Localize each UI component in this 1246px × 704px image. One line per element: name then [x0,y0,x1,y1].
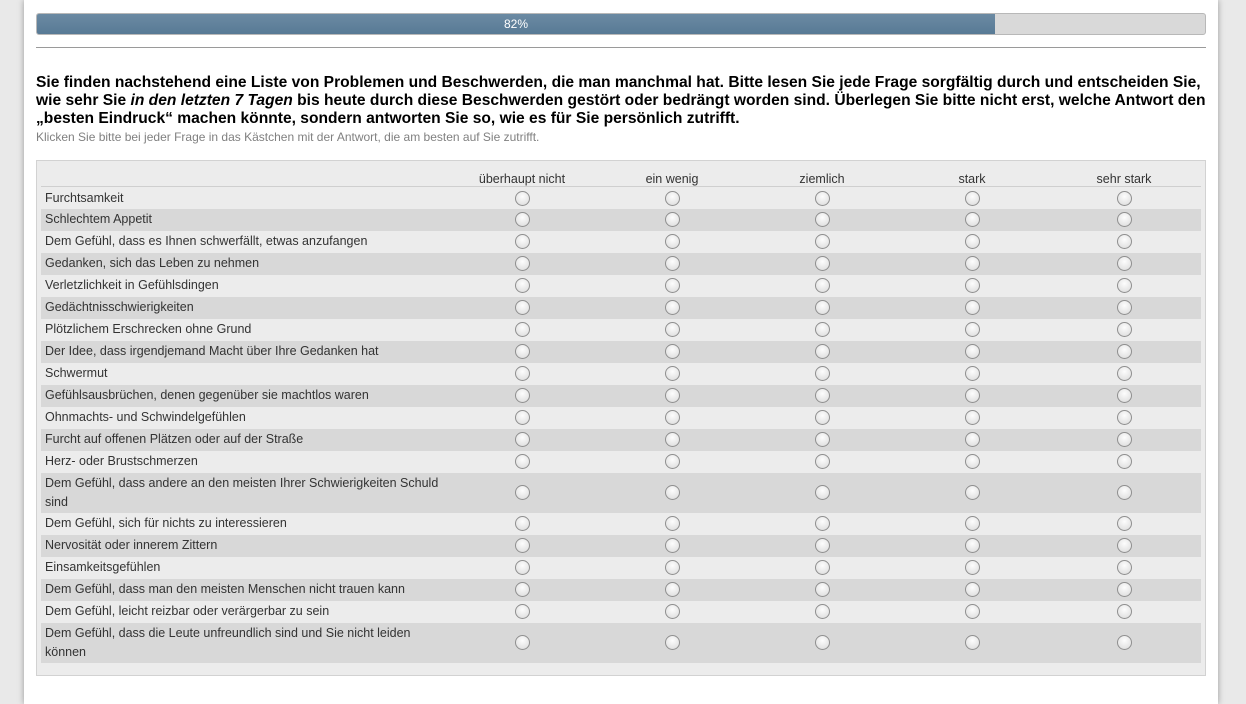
matrix-row-label: Gedanken, sich das Leben zu nehmen [41,253,447,275]
matrix-row [41,579,1201,601]
answer-radio[interactable] [815,191,830,206]
matrix-cell [597,407,747,429]
answer-radio[interactable] [665,582,680,597]
matrix-row [41,319,1201,341]
matrix-cell [447,451,597,473]
matrix-cell [747,407,897,429]
matrix-row-label: Dem Gefühl, dass die Leute unfreundlich sind und Sie nicht leiden können [41,623,447,663]
answer-radio[interactable] [815,278,830,293]
answer-radio[interactable] [665,300,680,315]
answer-radio[interactable] [515,212,530,227]
matrix-row [41,623,1201,663]
matrix-cell [897,623,1047,663]
matrix-row [41,451,1201,473]
answer-radio[interactable] [515,322,530,337]
matrix-cell [747,451,897,473]
matrix-column-header: ziemlich [747,164,897,187]
matrix-header-blank [41,164,447,187]
matrix-cell [597,451,747,473]
answer-radio[interactable] [1117,388,1132,403]
answer-radio[interactable] [815,256,830,271]
matrix-cell [447,513,597,535]
answer-radio[interactable] [815,432,830,447]
matrix-row [41,275,1201,297]
matrix-cell [447,231,597,253]
answer-radio[interactable] [1117,344,1132,359]
matrix-row-label: Furchtsamkeit [41,187,447,209]
answer-radio[interactable] [815,388,830,403]
matrix-cell [1047,319,1201,341]
answer-radio[interactable] [1117,191,1132,206]
answer-radio[interactable] [1117,432,1132,447]
answer-radio[interactable] [515,604,530,619]
matrix-cell [747,623,897,663]
answer-radio[interactable] [515,454,530,469]
matrix-cell [1047,473,1201,513]
matrix-cell [747,557,897,579]
matrix-row [41,231,1201,253]
answer-radio[interactable] [515,560,530,575]
answer-radio[interactable] [665,278,680,293]
answer-radio[interactable] [965,388,980,403]
answer-radio[interactable] [665,344,680,359]
answer-radio[interactable] [665,432,680,447]
matrix-cell [447,473,597,513]
matrix-cell [747,275,897,297]
question-text-emphasis: in den letzten 7 Tagen [130,92,293,109]
matrix-row-label: Dem Gefühl, dass es Ihnen schwerfällt, etwas anzufangen [41,231,447,253]
matrix-cell [597,319,747,341]
matrix-row [41,429,1201,451]
matrix-cell [897,187,1047,209]
matrix-cell [1047,601,1201,623]
matrix-row [41,363,1201,385]
answer-radio[interactable] [1117,278,1132,293]
matrix-cell [1047,451,1201,473]
matrix-row-label: Furcht auf offenen Plätzen oder auf der Straße [41,429,447,451]
matrix-cell [597,623,747,663]
matrix-row-label: Ohnmachts- und Schwindelgefühlen [41,407,447,429]
matrix-cell [447,385,597,407]
answer-radio[interactable] [965,432,980,447]
matrix-cell [747,513,897,535]
answer-radio[interactable] [815,212,830,227]
matrix-cell [447,429,597,451]
matrix-cell [1047,385,1201,407]
answer-radio[interactable] [965,560,980,575]
matrix-row [41,473,1201,513]
matrix-row-label: Verletzlichkeit in Gefühlsdingen [41,275,447,297]
matrix-cell [447,253,597,275]
answer-radio[interactable] [665,538,680,553]
matrix-cell [597,429,747,451]
answer-radio[interactable] [965,322,980,337]
matrix-body [41,187,1201,663]
matrix-row [41,407,1201,429]
matrix-cell [597,513,747,535]
matrix-cell [1047,297,1201,319]
matrix-cell [897,341,1047,363]
answer-radio[interactable] [1117,604,1132,619]
matrix-cell [747,429,897,451]
progress-label: 82% [503,17,529,31]
matrix-cell [597,275,747,297]
matrix-cell [597,341,747,363]
answer-radio[interactable] [965,278,980,293]
answer-radio[interactable] [965,256,980,271]
answer-radio[interactable] [815,485,830,500]
answer-radio[interactable] [515,516,530,531]
matrix-cell [1047,363,1201,385]
matrix-cell [747,363,897,385]
matrix-cell [1047,535,1201,557]
matrix-row [41,253,1201,275]
answer-radio[interactable] [1117,256,1132,271]
matrix-cell [897,275,1047,297]
matrix-cell [1047,231,1201,253]
answer-radio[interactable] [815,635,830,650]
matrix-cell [897,473,1047,513]
matrix-row-label: Der Idee, dass irgendjemand Macht über Ihre Gedanken hat [41,341,447,363]
matrix-cell [1047,407,1201,429]
answer-radio[interactable] [515,485,530,500]
answer-radio[interactable] [965,300,980,315]
matrix-cell [897,231,1047,253]
matrix-cell [747,209,897,231]
matrix-column-header: überhaupt nicht [447,164,597,187]
matrix-column-header: ein wenig [597,164,747,187]
matrix-cell [897,601,1047,623]
answer-radio[interactable] [965,582,980,597]
answer-radio[interactable] [665,322,680,337]
answer-radio[interactable] [515,256,530,271]
matrix-cell [447,557,597,579]
matrix-cell [897,253,1047,275]
matrix-header-row [41,164,1201,187]
matrix-cell [897,297,1047,319]
matrix-cell [897,407,1047,429]
question-text [36,74,1208,128]
answer-radio[interactable] [665,485,680,500]
answer-radio[interactable] [1117,300,1132,315]
answer-radio[interactable] [1117,635,1132,650]
matrix-cell [597,187,747,209]
matrix-row-label: Dem Gefühl, sich für nichts zu interessieren [41,513,447,535]
matrix-cell [597,297,747,319]
answer-radio[interactable] [815,410,830,425]
matrix-row [41,513,1201,535]
progress-bar [36,13,1206,35]
answer-radio[interactable] [665,454,680,469]
matrix-row [41,385,1201,407]
matrix-cell [597,363,747,385]
answer-radio[interactable] [515,538,530,553]
matrix-cell [747,473,897,513]
answer-radio[interactable] [815,454,830,469]
question-text-part1: Sie finden nachstehend eine Liste von Problemen und Beschwerden, die man manchmal hat. Bitte lesen Sie jede Frage sorgfältig durch und entscheiden Sie, wie sehr Sie [36,74,1201,109]
matrix-cell [597,579,747,601]
matrix-cell [597,385,747,407]
matrix-cell [1047,429,1201,451]
matrix-cell [447,297,597,319]
answer-radio[interactable] [515,635,530,650]
answer-radio[interactable] [965,366,980,381]
answer-radio[interactable] [665,635,680,650]
answer-radio[interactable] [815,538,830,553]
matrix-cell [447,363,597,385]
matrix-cell [897,385,1047,407]
answer-radio[interactable] [815,582,830,597]
matrix-cell [747,535,897,557]
matrix-cell [447,209,597,231]
matrix-cell [597,535,747,557]
matrix-row-label: Einsamkeitsgefühlen [41,557,447,579]
answer-radio[interactable] [515,366,530,381]
matrix-column-header: sehr stark [1047,164,1201,187]
matrix-cell [897,513,1047,535]
matrix-table [41,164,1201,663]
answer-radio[interactable] [815,366,830,381]
matrix-cell [897,557,1047,579]
matrix-cell [747,253,897,275]
answer-radio[interactable] [665,256,680,271]
answer-radio[interactable] [815,322,830,337]
matrix-cell [747,341,897,363]
matrix-cell [897,363,1047,385]
matrix-row [41,209,1201,231]
answer-radio[interactable] [1117,582,1132,597]
answer-radio[interactable] [1117,485,1132,500]
matrix-row-label: Dem Gefühl, leicht reizbar oder verärgerbar zu sein [41,601,447,623]
answer-radio[interactable] [965,191,980,206]
answer-radio[interactable] [1117,454,1132,469]
answer-radio[interactable] [965,234,980,249]
matrix-cell [447,341,597,363]
answer-radio[interactable] [1117,212,1132,227]
answer-radio[interactable] [965,538,980,553]
answer-radio[interactable] [665,516,680,531]
matrix-cell [447,319,597,341]
answer-matrix [36,160,1206,676]
answer-radio[interactable] [1117,322,1132,337]
answer-radio[interactable] [515,278,530,293]
matrix-row-label: Dem Gefühl, dass andere an den meisten Ihrer Schwierigkeiten Schuld sind [41,473,447,513]
answer-radio[interactable] [1117,560,1132,575]
answer-radio[interactable] [665,234,680,249]
matrix-cell [597,253,747,275]
matrix-row [41,557,1201,579]
answer-radio[interactable] [965,454,980,469]
matrix-cell [747,579,897,601]
matrix-column-header: stark [897,164,1047,187]
matrix-cell [447,623,597,663]
answer-radio[interactable] [515,191,530,206]
answer-radio[interactable] [965,604,980,619]
matrix-row [41,601,1201,623]
question-text-part2: bis heute durch diese Beschwerden gestört oder bedrängt worden sind. Überlegen Sie bitte nicht erst, welche Antwort den „besten Eindruck“ machen könnte, sondern antworten Sie so, wie es für Sie persönlich zutrifft. [36,92,1206,127]
matrix-row-label: Gefühlsausbrüchen, denen gegenüber sie machtlos waren [41,385,447,407]
answer-radio[interactable] [515,388,530,403]
matrix-cell [897,319,1047,341]
answer-radio[interactable] [1117,234,1132,249]
answer-radio[interactable] [815,516,830,531]
answer-radio[interactable] [965,212,980,227]
matrix-cell [447,187,597,209]
matrix-cell [897,429,1047,451]
matrix-cell [447,275,597,297]
matrix-row-label: Schwermut [41,363,447,385]
matrix-cell [747,231,897,253]
matrix-cell [447,535,597,557]
matrix-cell [747,297,897,319]
answer-radio[interactable] [515,410,530,425]
answer-radio[interactable] [1117,410,1132,425]
answer-radio[interactable] [665,388,680,403]
matrix-cell [1047,187,1201,209]
matrix-row-label: Dem Gefühl, dass man den meisten Menschen nicht trauen kann [41,579,447,601]
matrix-cell [597,601,747,623]
answer-radio[interactable] [665,560,680,575]
matrix-row-label: Herz- oder Brustschmerzen [41,451,447,473]
answer-radio[interactable] [515,432,530,447]
answer-radio[interactable] [665,366,680,381]
matrix-cell [597,209,747,231]
answer-radio[interactable] [965,344,980,359]
divider [36,47,1206,48]
matrix-row-label: Schlechtem Appetit [41,209,447,231]
matrix-row-label: Plötzlichem Erschrecken ohne Grund [41,319,447,341]
matrix-cell [1047,623,1201,663]
matrix-cell [597,473,747,513]
answer-radio[interactable] [1117,366,1132,381]
matrix-cell [597,231,747,253]
matrix-cell [1047,579,1201,601]
matrix-cell [447,579,597,601]
answer-radio[interactable] [965,485,980,500]
answer-radio[interactable] [1117,538,1132,553]
matrix-cell [1047,209,1201,231]
answer-radio[interactable] [965,410,980,425]
matrix-cell [447,407,597,429]
answer-radio[interactable] [665,212,680,227]
matrix-row [41,535,1201,557]
matrix-cell [747,385,897,407]
question-hint: Klicken Sie bitte bei jeder Frage in das Kästchen mit der Antwort, die am besten auf Sie zutrifft. [36,130,540,144]
matrix-row-label: Nervosität oder innerem Zittern [41,535,447,557]
answer-radio[interactable] [665,604,680,619]
matrix-cell [1047,275,1201,297]
answer-radio[interactable] [815,234,830,249]
matrix-cell [1047,513,1201,535]
matrix-row [41,341,1201,363]
matrix-row [41,187,1201,209]
matrix-cell [747,187,897,209]
answer-radio[interactable] [815,604,830,619]
matrix-cell [897,579,1047,601]
matrix-row [41,297,1201,319]
answer-radio[interactable] [665,191,680,206]
matrix-cell [1047,557,1201,579]
answer-radio[interactable] [665,410,680,425]
answer-radio[interactable] [515,300,530,315]
answer-radio[interactable] [515,344,530,359]
matrix-cell [747,319,897,341]
answer-radio[interactable] [815,344,830,359]
matrix-cell [897,451,1047,473]
matrix-cell [1047,253,1201,275]
survey-page [24,0,1218,704]
answer-radio[interactable] [1117,516,1132,531]
answer-radio[interactable] [965,635,980,650]
matrix-cell [597,557,747,579]
matrix-cell [1047,341,1201,363]
answer-radio[interactable] [965,516,980,531]
matrix-cell [747,601,897,623]
matrix-row-label: Gedächtnisschwierigkeiten [41,297,447,319]
matrix-cell [897,209,1047,231]
matrix-cell [447,601,597,623]
answer-radio[interactable] [515,234,530,249]
matrix-cell [897,535,1047,557]
answer-radio[interactable] [515,582,530,597]
answer-radio[interactable] [815,300,830,315]
answer-radio[interactable] [815,560,830,575]
